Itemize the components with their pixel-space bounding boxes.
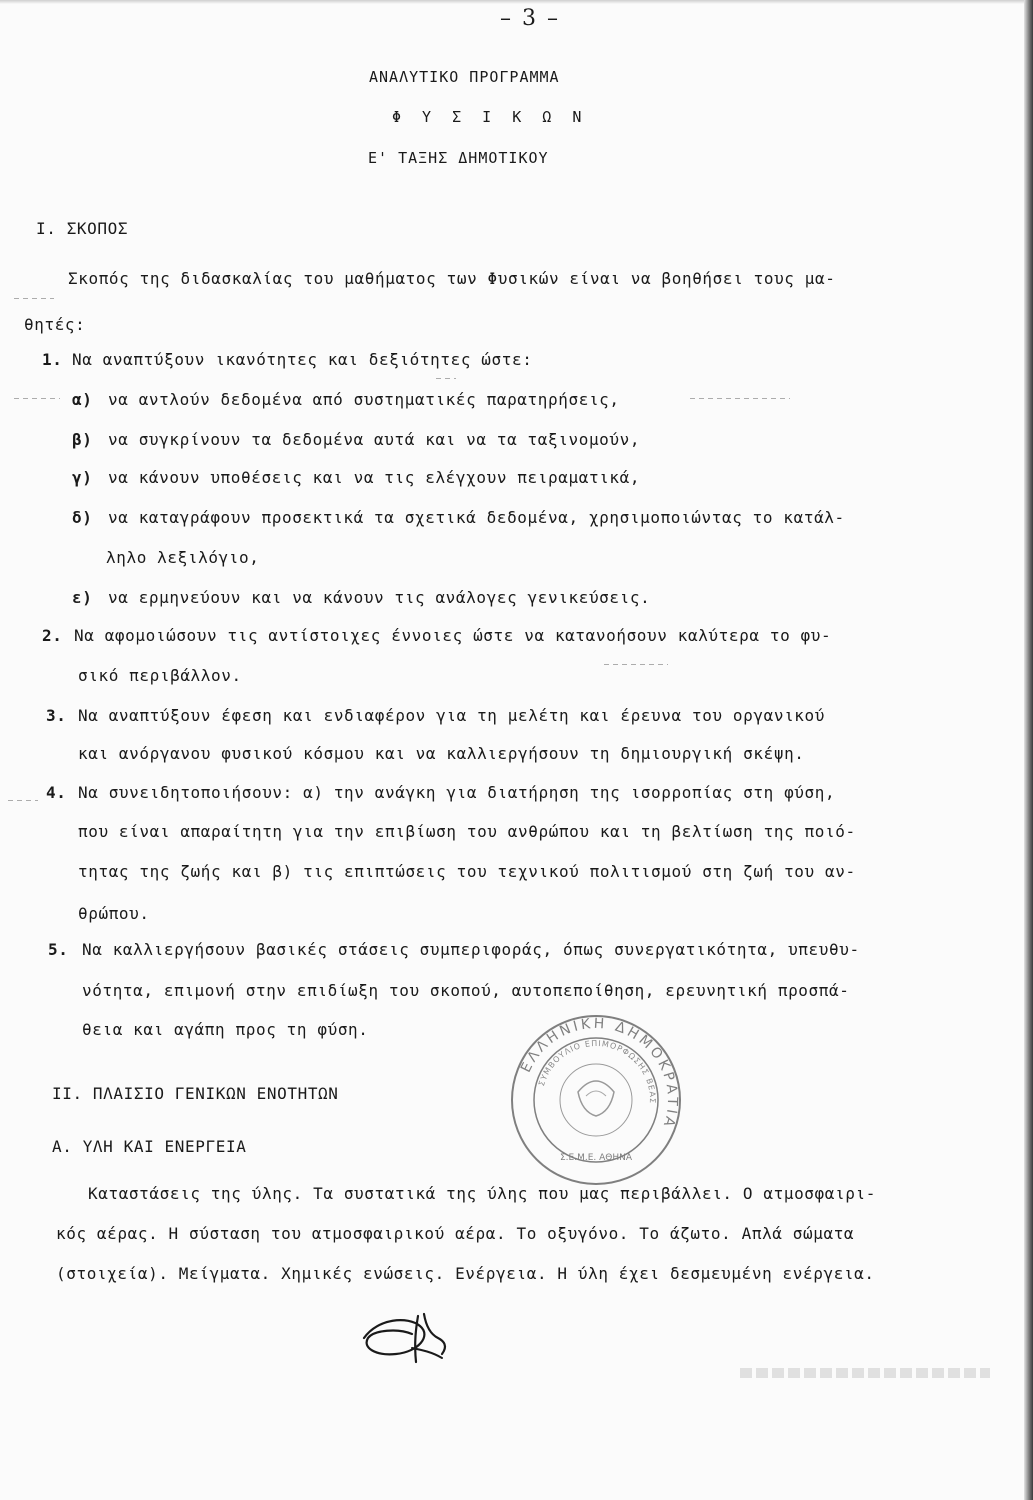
scan-edge-shadow xyxy=(1024,0,1033,1500)
item-5-text: Να καλλιεργήσουν βασικές στάσεις συμπεριφοράς, όπως συνεργατικότητα, υπευθυ- xyxy=(82,940,860,959)
item-1b-marker: β) xyxy=(72,430,93,449)
item-2-text: Να αφομοιώσουν τις αντίστοιχες έννοιες ώστε να κατανοήσουν καλύτερα το φυ- xyxy=(74,626,832,645)
subsection-a-title: Α. ΥΛΗ ΚΑΙ ΕΝΕΡΓΕΙΑ xyxy=(52,1137,247,1156)
subsection-a-line-2: κός αέρας. Η σύσταση του ατμοσφαιρικού αέρα. Το οξυγόνο. Το άζωτο. Απλά σώματα xyxy=(56,1224,855,1243)
scan-mark xyxy=(690,398,790,399)
item-3-number: 3. xyxy=(46,706,67,725)
item-1b-text: να συγκρίνουν τα δεδομένα αυτά και να τα ταξινομούν, xyxy=(108,430,641,449)
item-1e-marker: ε) xyxy=(72,588,93,607)
item-1c-text: να κάνουν υποθέσεις και να τις ελέγχουν πειραματικά, xyxy=(108,468,641,487)
stamp-center-text: Σ.Ε.Μ.Ε. ΑΘΗΝΑ xyxy=(559,1153,633,1163)
faint-bleedthrough xyxy=(740,1368,990,1378)
page-number: – 3 – xyxy=(500,6,560,31)
section-1-title: I. ΣΚΟΠΟΣ xyxy=(36,219,129,238)
scan-mark xyxy=(14,398,60,399)
item-4-continuation-2: τητας της ζωής και β) τις επιπτώσεις του τεχνικού πολιτισμού στη ζωή του αν- xyxy=(78,862,856,881)
section-1-intro-line-2: θητές: xyxy=(24,315,86,334)
item-3-continuation: και ανόργανου φυσικού κόσμου και να καλλιεργήσουν τη δημιουργική σκέψη. xyxy=(78,744,805,763)
item-4-continuation-1: που είναι απαραίτητη για την επιβίωση του ανθρώπου και τη βελτίωση της ποιό- xyxy=(78,822,856,841)
item-1-number: 1. xyxy=(42,350,63,369)
item-4-continuation-3: θρώπου. xyxy=(78,904,150,923)
header-grade: Ε' ΤΑΞΗΣ ΔΗΜΟΤΙΚΟΥ xyxy=(368,149,549,167)
item-2-number: 2. xyxy=(42,626,63,645)
item-1e-text: να ερμηνεύουν και να κάνουν τις ανάλογες γενικεύσεις. xyxy=(108,588,651,607)
section-1-intro-line-1: Σκοπός της διδασκαλίας του μαθήματος των Φυσικών είναι να βοηθήσει τους μα- xyxy=(68,269,836,288)
item-1a-text: να αντλούν δεδομένα από συστηματικές παρατηρήσεις, xyxy=(108,390,620,409)
item-5-continuation-1: νότητα, επιμονή στην επιδίωξη του σκοπού, αυτοπεποίθηση, ερευνητική προσπά- xyxy=(82,981,850,1000)
item-5-continuation-2: θεια και αγάπη προς τη φύση. xyxy=(82,1020,369,1039)
item-3-text: Να αναπτύξουν έφεση και ενδιαφέρον για τη μελέτη και έρευνα του οργανικού xyxy=(78,706,825,725)
svg-text:ΣΥΜΒΟΥΛΙΟ ΕΠΙΜΟΡΦΩΣΗΣ ΒΕΑΣ xyxy=(537,1039,657,1104)
item-4-text: Να συνειδητοποιήσουν: α) την ανάγκη για διατήρηση της ισορροπίας στη φύση, xyxy=(78,783,836,802)
section-2-title: II. ΠΛΑΙΣΙΟ ΓΕΝΙΚΩΝ ΕΝΟΤΗΤΩΝ xyxy=(52,1084,339,1103)
header-subject: Φ Υ Σ Ι Κ Ω Ν xyxy=(392,108,588,126)
item-5-number: 5. xyxy=(48,940,69,959)
signature-icon xyxy=(358,1308,458,1370)
scan-mark xyxy=(8,800,38,801)
official-stamp-icon xyxy=(506,1010,686,1190)
subsection-a-line-3: (στοιχεία). Μείγματα. Χημικές ενώσεις. Ενέργεια. Η ύλη έχει δεσμευμένη ενέργεια. xyxy=(56,1264,875,1283)
stamp-outer-text: ΕΛΛΗΝΙΚΗ ΔΗΜΟΚΡΑΤΙΑ xyxy=(518,1015,681,1132)
item-1-text: Να αναπτύξουν ικανότητες και δεξιότητες ώστε: xyxy=(72,350,533,369)
header-title: ΑΝΑΛΥΤΙΚΟ ΠΡΟΓΡΑΜΜΑ xyxy=(369,68,560,86)
scan-mark xyxy=(436,378,456,379)
scan-top-shadow xyxy=(0,0,1033,4)
stamp-inner-text: ΣΥΜΒΟΥΛΙΟ ΕΠΙΜΟΡΦΩΣΗΣ ΒΕΑΣ xyxy=(536,1038,658,1105)
item-2-continuation: σικό περιβάλλον. xyxy=(78,666,242,685)
item-1a-marker: α) xyxy=(72,390,93,409)
scan-mark xyxy=(14,298,54,299)
item-1d-continuation: ληλο λεξιλόγιο, xyxy=(106,548,260,567)
item-1d-text: να καταγράφουν προσεκτικά τα σχετικά δεδομένα, χρησιμοποιώντας το κατάλ- xyxy=(108,508,845,527)
item-1c-marker: γ) xyxy=(72,468,93,487)
subsection-a-line-1: Καταστάσεις της ύλης. Τα συστατικά της ύλης που μας περιβάλλει. Ο ατμοσφαιρι- xyxy=(88,1184,876,1203)
item-4-number: 4. xyxy=(46,783,67,802)
scan-mark xyxy=(604,664,668,665)
item-1d-marker: δ) xyxy=(72,508,93,527)
